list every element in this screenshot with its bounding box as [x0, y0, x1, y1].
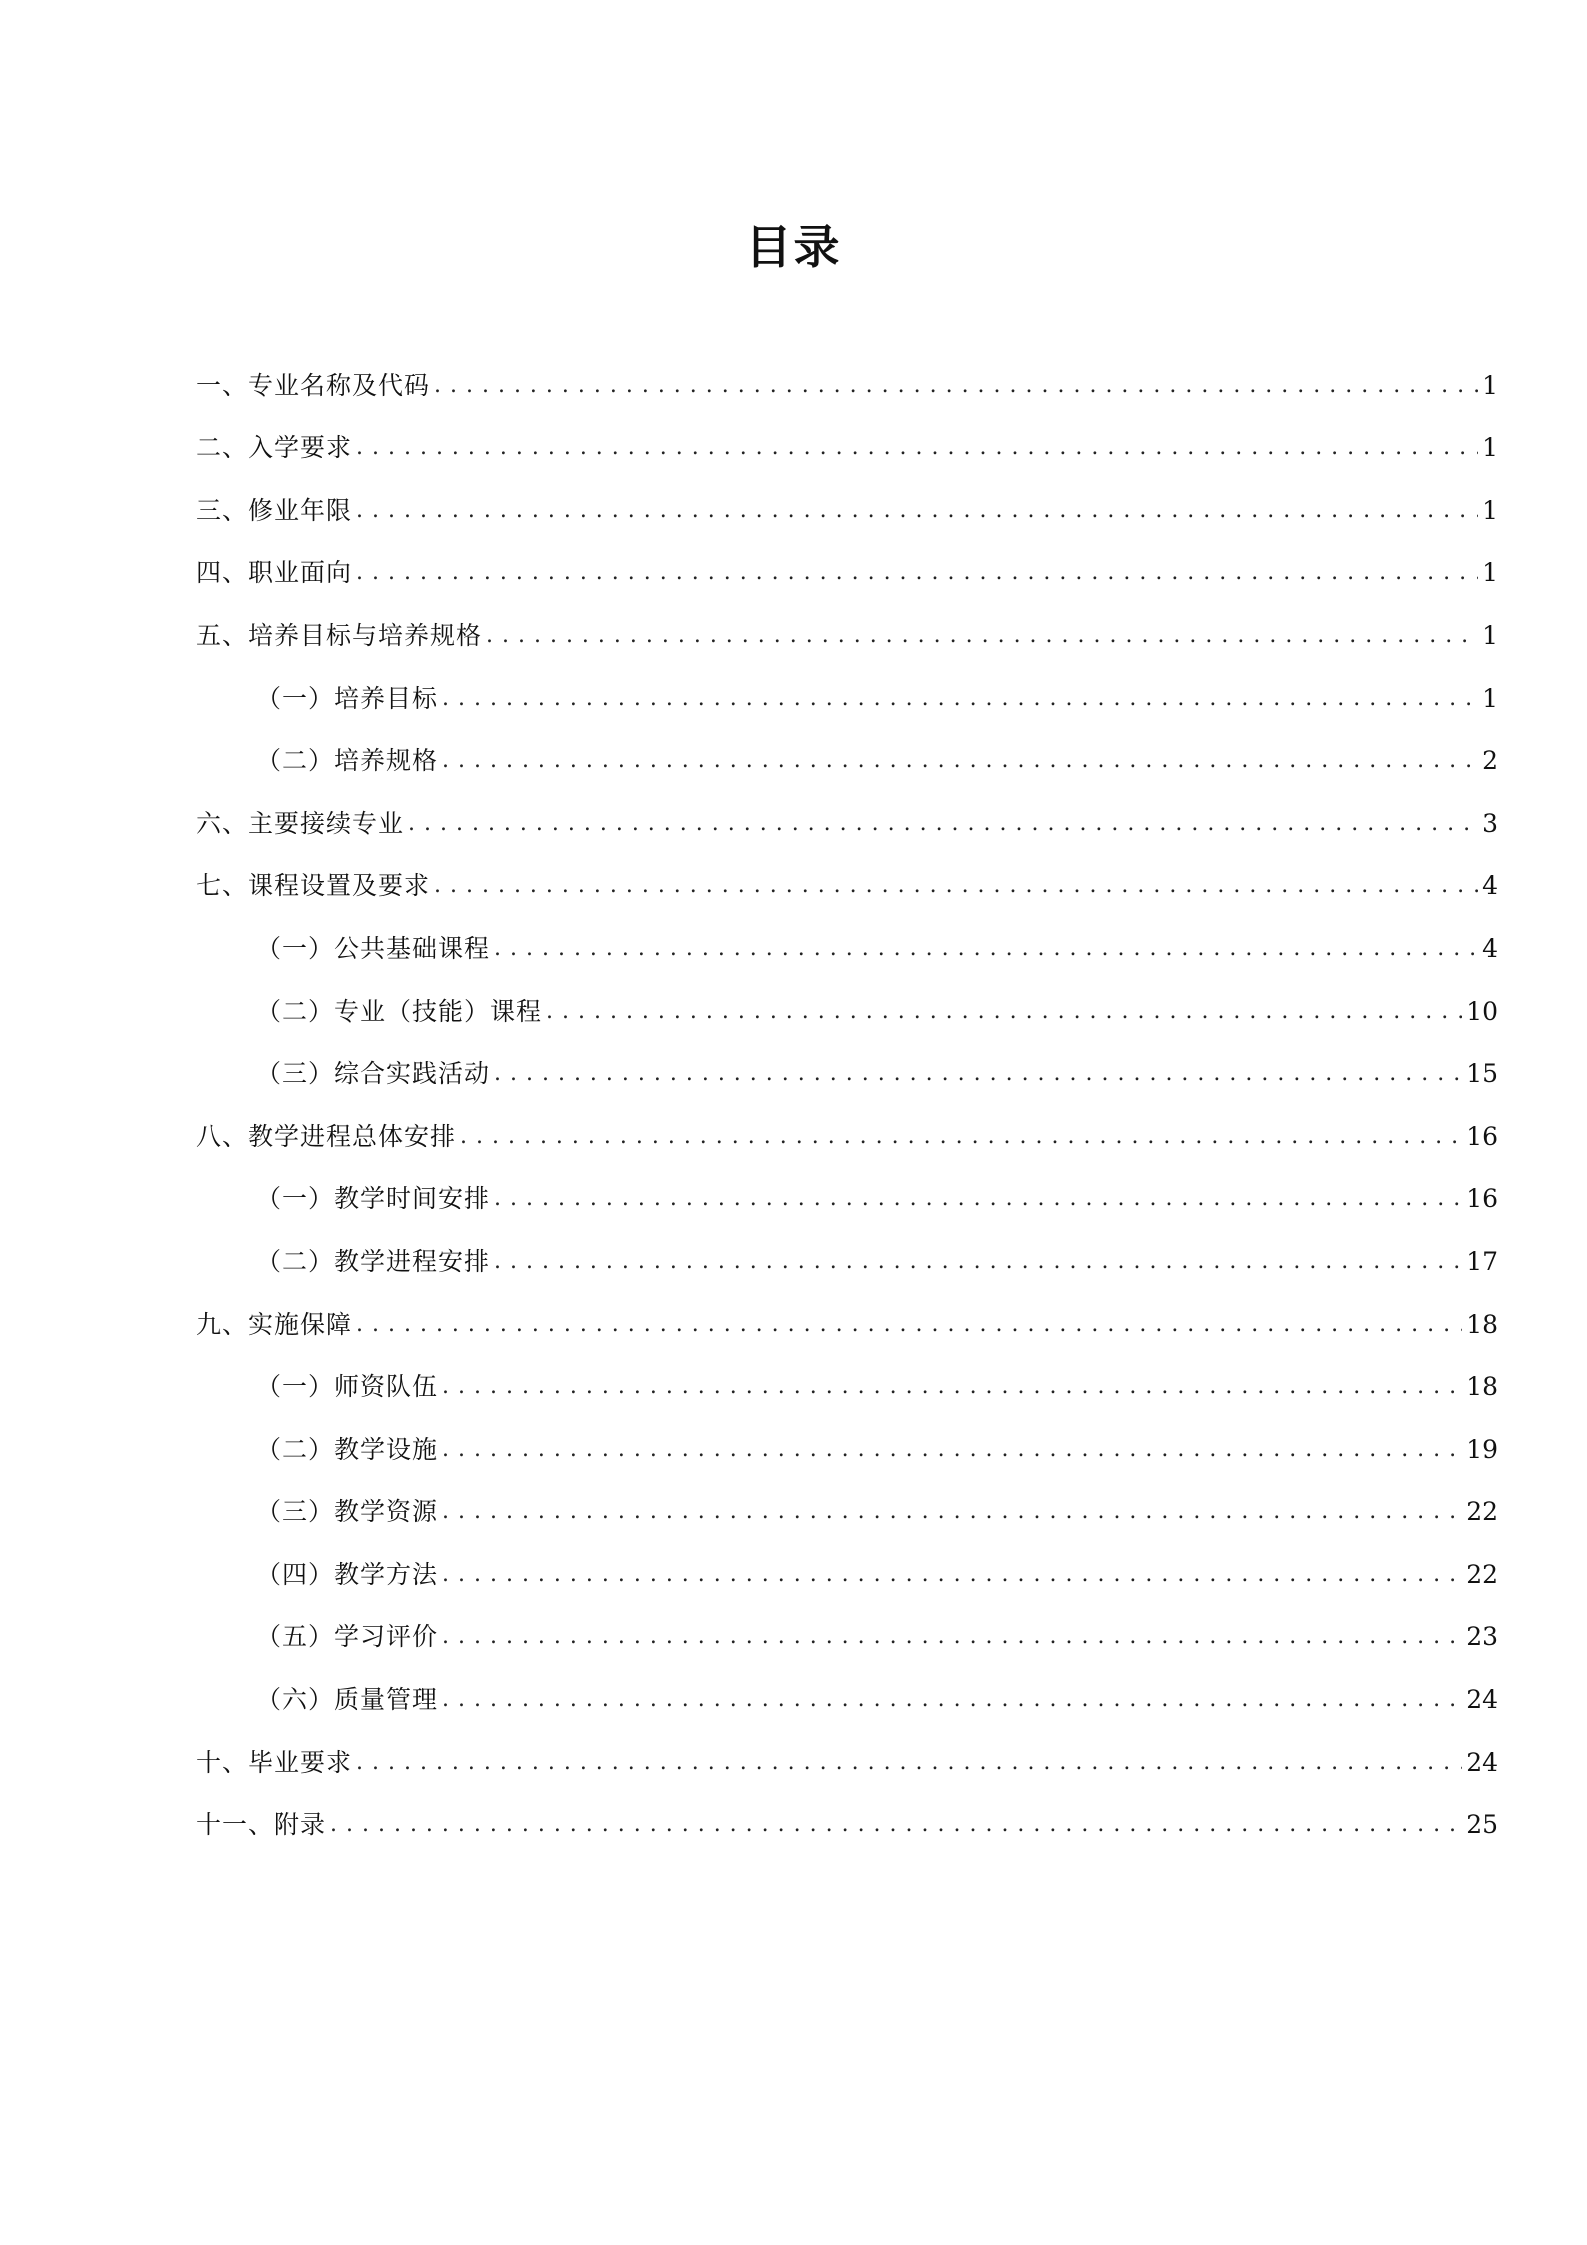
dot-leader [356, 433, 1478, 463]
toc-subentry[interactable] [196, 1670, 1498, 1733]
dot-leader [442, 1497, 1462, 1527]
toc-entry-page: 19 [1466, 1434, 1498, 1464]
toc-entry-page: 2 [1482, 746, 1498, 776]
toc-entry-label: 六、主要接续专业 [196, 808, 405, 838]
dot-leader [408, 809, 1478, 839]
page-title: 目录 [745, 219, 842, 274]
toc-entry-label: （二）教学设施 [256, 1434, 439, 1464]
toc-entry-label: （六）质量管理 [256, 1685, 439, 1715]
toc-entry[interactable] [196, 794, 1498, 857]
dot-leader [356, 558, 1478, 588]
dot-leader [442, 684, 1478, 714]
toc-entry-page: 23 [1466, 1622, 1498, 1652]
toc-entry-page: 22 [1466, 1497, 1498, 1527]
toc-entry-page: 4 [1482, 871, 1498, 901]
dot-leader [494, 1184, 1462, 1214]
toc-entry-page: 25 [1466, 1810, 1498, 1840]
toc-entry-label: （五）学习评价 [256, 1622, 439, 1652]
dot-leader [442, 746, 1478, 776]
dot-leader [442, 1372, 1462, 1402]
toc-entry-label: （一）公共基础课程 [256, 933, 491, 963]
toc-entry-page: 18 [1466, 1309, 1498, 1339]
toc-entry-label: （三）教学资源 [256, 1497, 439, 1527]
dot-leader [494, 934, 1478, 964]
toc-entry-page: 3 [1482, 808, 1498, 838]
toc-entry-page: 17 [1466, 1246, 1498, 1276]
dot-leader [330, 1810, 1462, 1840]
toc-entry-label: （二）教学进程安排 [256, 1246, 491, 1276]
toc-entry[interactable] [196, 419, 1498, 482]
toc-subentry[interactable] [196, 1483, 1498, 1546]
toc-subentry[interactable] [196, 669, 1498, 732]
dot-leader [494, 1247, 1462, 1277]
toc-entry-label: 九、实施保障 [196, 1309, 353, 1339]
toc-entry-label: （三）综合实践活动 [256, 1059, 491, 1089]
toc-entry[interactable] [196, 1107, 1498, 1170]
toc-entry-label: （一）师资队伍 [256, 1372, 439, 1402]
toc-entry-label: 三、修业年限 [196, 495, 353, 525]
table-of-contents [196, 356, 1498, 1858]
toc-entry-page: 16 [1466, 1184, 1498, 1214]
toc-entry[interactable] [196, 1796, 1498, 1859]
dot-leader [442, 1560, 1462, 1590]
toc-entry-page: 1 [1482, 495, 1498, 525]
toc-entry[interactable] [196, 1295, 1498, 1358]
toc-subentry[interactable] [196, 919, 1498, 982]
toc-entry[interactable] [196, 481, 1498, 544]
toc-entry-label: 八、教学进程总体安排 [196, 1121, 457, 1151]
toc-entry-page: 1 [1482, 683, 1498, 713]
toc-entry[interactable] [196, 857, 1498, 920]
toc-entry[interactable] [196, 606, 1498, 669]
toc-entry-page: 24 [1466, 1685, 1498, 1715]
toc-subentry[interactable] [196, 1232, 1498, 1295]
toc-entry-page: 18 [1466, 1372, 1498, 1402]
toc-entry-label: （二）培养规格 [256, 746, 439, 776]
dot-leader [356, 496, 1478, 526]
toc-entry-label: （一）培养目标 [256, 683, 439, 713]
dot-leader [434, 871, 1478, 901]
toc-entry-label: 七、课程设置及要求 [196, 871, 431, 901]
toc-entry-label: （一）教学时间安排 [256, 1184, 491, 1214]
toc-entry-page: 1 [1482, 370, 1498, 400]
toc-entry-page: 10 [1466, 996, 1498, 1026]
toc-entry[interactable] [196, 1733, 1498, 1796]
dot-leader [356, 1310, 1462, 1340]
toc-subentry[interactable] [196, 1420, 1498, 1483]
toc-entry[interactable] [196, 544, 1498, 607]
dot-leader [434, 371, 1478, 401]
toc-entry-label: 十、毕业要求 [196, 1747, 353, 1777]
dot-leader [494, 1059, 1462, 1089]
toc-entry-label: 二、入学要求 [196, 433, 353, 463]
toc-subentry[interactable] [196, 1545, 1498, 1608]
dot-leader [356, 1748, 1462, 1778]
toc-entry-label: （二）专业（技能）课程 [256, 996, 543, 1026]
toc-entry-label: 一、专业名称及代码 [196, 370, 431, 400]
toc-entry-label: （四）教学方法 [256, 1559, 439, 1589]
dot-leader [460, 1122, 1462, 1152]
toc-entry-label: 五、培养目标与培养规格 [196, 620, 483, 650]
toc-subentry[interactable] [196, 1045, 1498, 1108]
toc-subentry[interactable] [196, 982, 1498, 1045]
toc-entry-page: 1 [1482, 620, 1498, 650]
toc-subentry[interactable] [196, 732, 1498, 795]
dot-leader [442, 1685, 1462, 1715]
toc-entry-page: 4 [1482, 933, 1498, 963]
toc-entry-label: 四、职业面向 [196, 558, 353, 588]
toc-entry-page: 1 [1482, 558, 1498, 588]
toc-subentry[interactable] [196, 1608, 1498, 1671]
toc-subentry[interactable] [196, 1170, 1498, 1233]
toc-entry[interactable] [196, 356, 1498, 419]
dot-leader [442, 1435, 1462, 1465]
toc-entry-page: 24 [1466, 1747, 1498, 1777]
toc-entry-page: 16 [1466, 1121, 1498, 1151]
dot-leader [442, 1622, 1462, 1652]
toc-subentry[interactable] [196, 1358, 1498, 1421]
toc-entry-label: 十一、附录 [196, 1810, 327, 1840]
toc-entry-page: 15 [1466, 1059, 1498, 1089]
dot-leader [486, 621, 1478, 651]
toc-entry-page: 1 [1482, 433, 1498, 463]
toc-entry-page: 22 [1466, 1559, 1498, 1589]
dot-leader [546, 997, 1462, 1027]
